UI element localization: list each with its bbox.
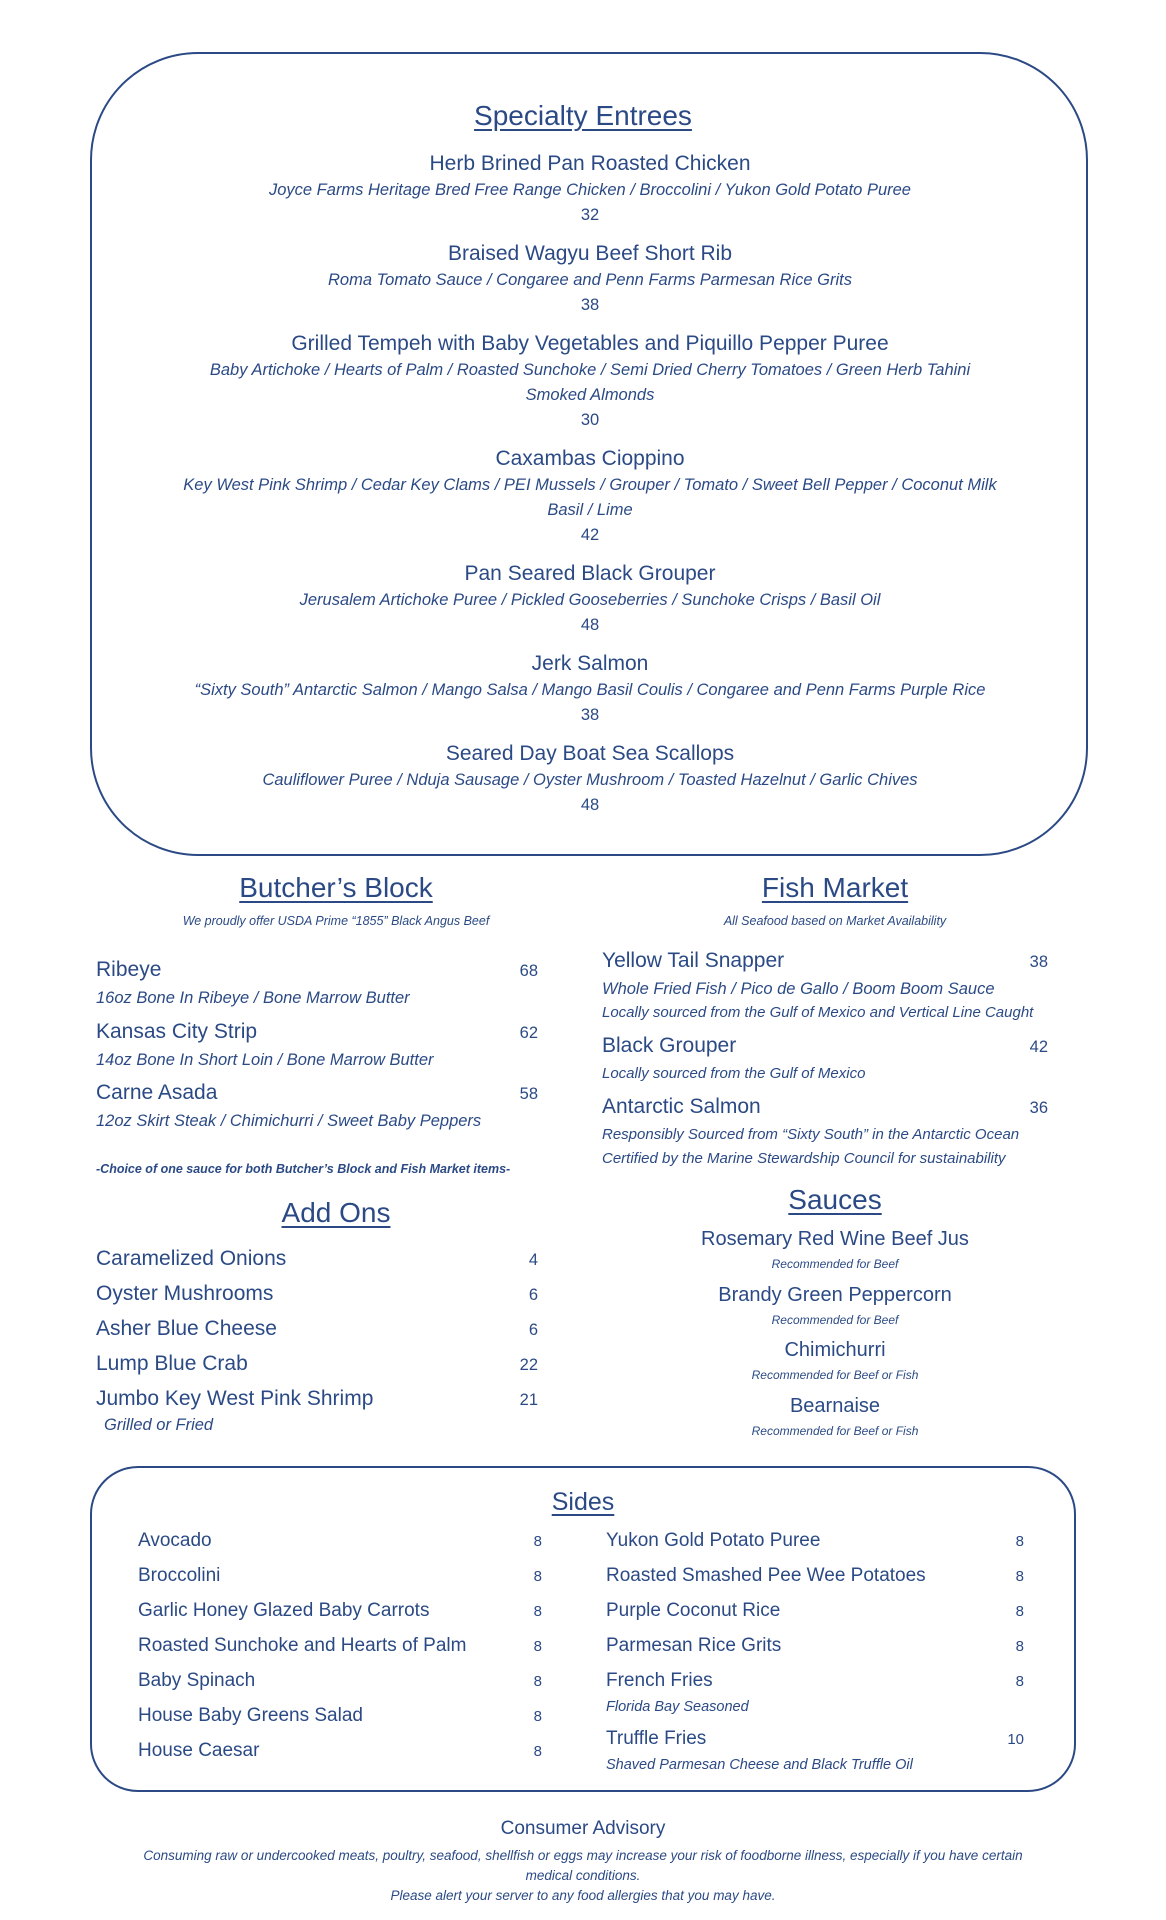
addon-item (96, 1282, 538, 1306)
item-name: Garlic Honey Glazed Baby Carrots (138, 1600, 430, 1621)
item-name: Oyster Mushrooms (96, 1282, 274, 1305)
item-price: 62 (519, 1024, 538, 1042)
item-name: Kansas City Strip (96, 1020, 258, 1043)
sauce-recommendation: Recommended for Beef (771, 1313, 899, 1327)
item-name: Avocado (138, 1530, 212, 1551)
item-description: Locally sourced from the Gulf of Mexico and Vertical Line Caught (602, 1004, 1034, 1021)
fish-item (602, 1034, 1048, 1058)
item-name: Black Grouper (602, 1034, 737, 1057)
dish-item (150, 445, 1030, 548)
item-price: 21 (519, 1391, 538, 1409)
addon-item (96, 1352, 538, 1376)
item-price: 10 (1007, 1731, 1024, 1748)
item-description: Certified by the Marine Stewardship Council for sustainability (602, 1150, 1006, 1167)
dish-price: 32 (580, 206, 600, 224)
item-description: Locally sourced from the Gulf of Mexico (602, 1065, 866, 1082)
advisory-line: Please alert your server to any food allergies that you may have. (390, 1888, 776, 1903)
dish-description: Baby Artichoke / Hearts of Palm / Roasted Sunchoke / Semi Dried Cherry Tomatoes / Green Herb Tahini (209, 361, 971, 379)
side-item (138, 1565, 542, 1587)
item-price: 8 (1015, 1638, 1024, 1655)
sauce-name: Chimichurri (784, 1339, 886, 1361)
side-item (138, 1740, 542, 1762)
item-name: Purple Coconut Rice (606, 1600, 781, 1621)
dish-item (150, 240, 1030, 318)
item-name: Antarctic Salmon (602, 1095, 761, 1118)
item-price: 8 (1015, 1533, 1024, 1550)
sauce-choice-note: -Choice of one sauce for both Butcher’s Block and Fish Market items- (96, 1162, 511, 1176)
item-name: House Baby Greens Salad (138, 1705, 363, 1726)
side-item (606, 1530, 1024, 1552)
dish-price: 30 (580, 411, 600, 429)
dish-name: Herb Brined Pan Roasted Chicken (429, 152, 751, 175)
addon-item (96, 1317, 538, 1341)
sauce-recommendation: Recommended for Beef (771, 1257, 899, 1271)
item-price: 38 (1029, 953, 1048, 971)
item-description: 14oz Bone In Short Loin / Bone Marrow Butter (96, 1051, 434, 1069)
item-name: Truffle Fries (606, 1728, 707, 1749)
dish-name: Seared Day Boat Sea Scallops (445, 742, 735, 765)
specialty-list (150, 150, 1030, 830)
dish-item (150, 740, 1030, 818)
side-item (606, 1600, 1024, 1622)
fish-subtitle: All Seafood based on Market Availability (723, 914, 947, 928)
dish-name: Jerk Salmon (531, 652, 649, 675)
item-description: 16oz Bone In Ribeye / Bone Marrow Butter (96, 989, 410, 1007)
fish-item (602, 949, 1048, 973)
sauces-title: Sauces (788, 1184, 882, 1215)
sauce-name: Rosemary Red Wine Beef Jus (701, 1228, 969, 1250)
dish-item (150, 150, 1030, 228)
addon-note: Grilled or Fried (104, 1416, 214, 1434)
item-name: French Fries (606, 1670, 713, 1691)
item-name: Caramelized Onions (96, 1247, 287, 1270)
dish-name: Caxambas Cioppino (495, 447, 685, 470)
item-price: 42 (1029, 1038, 1048, 1056)
item-price: 6 (528, 1321, 538, 1339)
item-price: 8 (533, 1533, 542, 1550)
side-item (138, 1530, 542, 1552)
item-name: Carne Asada (96, 1081, 218, 1104)
item-price: 36 (1029, 1099, 1048, 1117)
butcher-item (96, 1020, 538, 1044)
addons-title: Add Ons (281, 1197, 391, 1228)
dish-price: 38 (580, 296, 600, 314)
sides-title: Sides (551, 1488, 615, 1516)
sauce-name: Brandy Green Peppercorn (718, 1284, 952, 1306)
item-name: Yellow Tail Snapper (602, 949, 785, 972)
dish-name: Braised Wagyu Beef Short Rib (447, 242, 733, 265)
dish-name: Pan Seared Black Grouper (464, 562, 716, 585)
dish-price: 48 (580, 616, 600, 634)
item-price: 8 (1015, 1603, 1024, 1620)
item-price: 8 (533, 1708, 542, 1725)
item-description: Florida Bay Seasoned (606, 1699, 749, 1715)
dish-description: Joyce Farms Heritage Bred Free Range Chicken / Broccolini / Yukon Gold Potato Puree (269, 181, 911, 199)
side-item (606, 1670, 1024, 1692)
dish-item (150, 560, 1030, 638)
item-name: Asher Blue Cheese (96, 1317, 277, 1340)
side-item (138, 1635, 542, 1657)
dish-price: 48 (580, 796, 600, 814)
side-item (606, 1565, 1024, 1587)
butcher-item (96, 1081, 538, 1105)
dish-description: Basil / Lime (547, 501, 633, 519)
item-price: 8 (533, 1673, 542, 1690)
dish-item (150, 650, 1030, 728)
item-name: Roasted Sunchoke and Hearts of Palm (138, 1635, 467, 1656)
item-description: 12oz Skirt Steak / Chimichurri / Sweet Baby Peppers (96, 1112, 482, 1130)
advisory-line: Consuming raw or undercooked meats, poultry, seafood, shellfish or eggs may increase your risk of foodborne illness, especially if you have certain medical conditions. (143, 1848, 1023, 1883)
dish-description: Jerusalem Artichoke Puree / Pickled Gooseberries / Sunchoke Crisps / Basil Oil (299, 591, 881, 609)
item-name: Broccolini (138, 1565, 221, 1586)
item-description: Whole Fried Fish / Pico de Gallo / Boom Boom Sauce (602, 980, 995, 998)
specialty-title: Specialty Entrees (474, 100, 692, 131)
butcher-subtitle: We proudly offer USDA Prime “1855” Black Angus Beef (182, 914, 490, 928)
butcher-title: Butcher’s Block (239, 872, 433, 903)
advisory-body (120, 1846, 1046, 1906)
fish-title: Fish Market (761, 872, 909, 903)
side-item (138, 1600, 542, 1622)
dish-description: Cauliflower Puree / Nduja Sausage / Oyster Mushroom / Toasted Hazelnut / Garlic Chives (262, 771, 918, 789)
item-price: 8 (1015, 1568, 1024, 1585)
dish-item (150, 330, 1030, 433)
item-name: Roasted Smashed Pee Wee Potatoes (606, 1565, 926, 1586)
item-name: Lump Blue Crab (96, 1352, 248, 1375)
dish-description: “Sixty South” Antarctic Salmon / Mango Salsa / Mango Basil Coulis / Congaree and Penn Farms Purple Rice (194, 681, 986, 699)
side-item (606, 1728, 1024, 1750)
item-name: Baby Spinach (138, 1670, 256, 1691)
fish-item (602, 1095, 1048, 1119)
item-price: 68 (519, 962, 538, 980)
item-price: 22 (519, 1356, 538, 1374)
item-price: 8 (533, 1743, 542, 1760)
addon-item (96, 1387, 538, 1411)
item-name: Yukon Gold Potato Puree (606, 1530, 821, 1551)
item-price: 4 (528, 1251, 538, 1269)
item-description: Responsibly Sourced from “Sixty South” in the Antarctic Ocean (602, 1126, 1020, 1143)
item-name: House Caesar (138, 1740, 260, 1761)
item-name: Parmesan Rice Grits (606, 1635, 782, 1656)
dish-description: Key West Pink Shrimp / Cedar Key Clams / PEI Mussels / Grouper / Tomato / Sweet Bell Pepper / Coconut Milk (183, 476, 997, 494)
item-name: Ribeye (96, 958, 162, 981)
side-item (138, 1705, 542, 1727)
side-item (138, 1670, 542, 1692)
item-description: Shaved Parmesan Cheese and Black Truffle Oil (606, 1757, 913, 1773)
addon-item (96, 1247, 538, 1271)
item-price: 58 (519, 1085, 538, 1103)
sauce-recommendation: Recommended for Beef or Fish (751, 1368, 919, 1382)
item-price: 8 (533, 1603, 542, 1620)
item-price: 8 (533, 1568, 542, 1585)
butcher-item (96, 958, 538, 982)
dish-description: Roma Tomato Sauce / Congaree and Penn Farms Parmesan Rice Grits (328, 271, 852, 289)
item-price: 8 (533, 1638, 542, 1655)
dish-price: 38 (580, 706, 600, 724)
dish-description: Smoked Almonds (525, 386, 655, 404)
dish-price: 42 (580, 526, 600, 544)
item-price: 6 (528, 1286, 538, 1304)
item-price: 8 (1015, 1673, 1024, 1690)
side-item (606, 1635, 1024, 1657)
sauce-name: Bearnaise (789, 1395, 881, 1417)
sauce-recommendation: Recommended for Beef or Fish (751, 1424, 919, 1438)
item-name: Jumbo Key West Pink Shrimp (96, 1387, 374, 1410)
dish-name: Grilled Tempeh with Baby Vegetables and Piquillo Pepper Puree (291, 332, 889, 355)
advisory-title: Consumer Advisory (500, 1818, 666, 1839)
